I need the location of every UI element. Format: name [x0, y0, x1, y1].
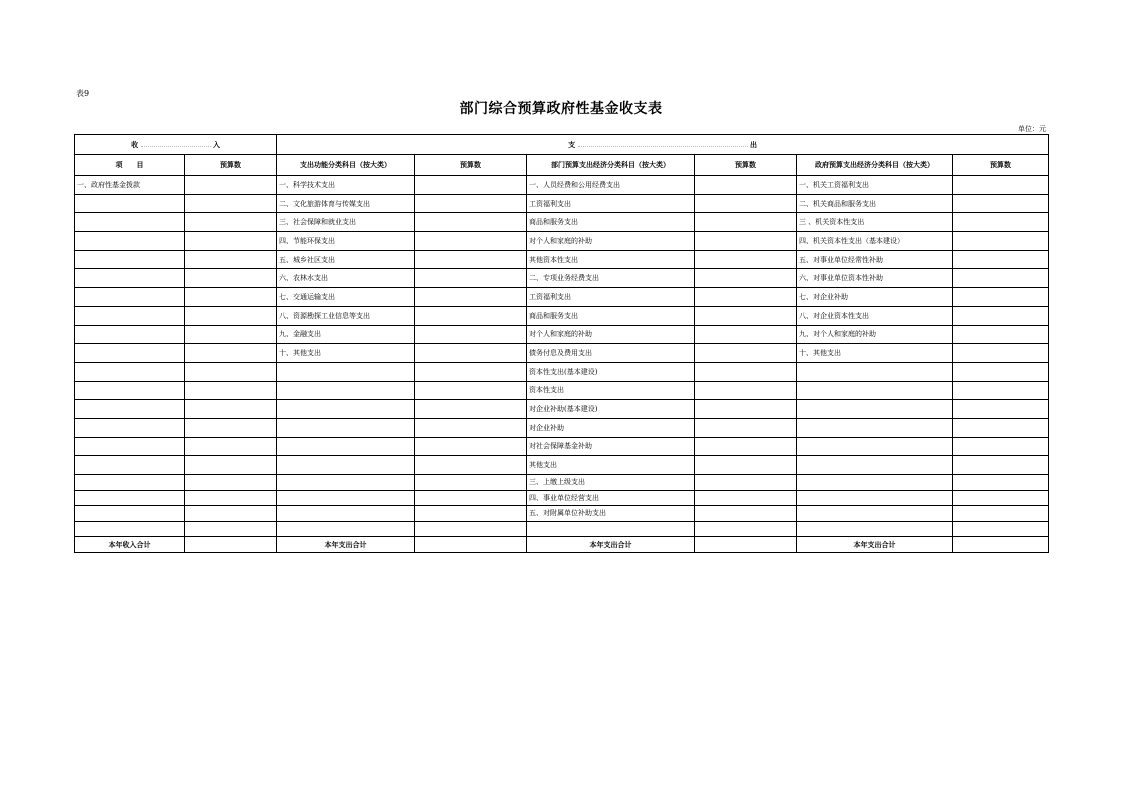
budget-cell	[695, 250, 797, 269]
budget-cell	[695, 506, 797, 522]
dept-econ-class-cell: 资本性支出	[527, 381, 695, 400]
item-cell: 一、政府性基金拨款	[75, 176, 185, 195]
col-header-budget: 预算数	[695, 155, 797, 176]
gov-econ-class-cell: 一、机关工资福利支出	[797, 176, 953, 195]
total-row	[75, 537, 1049, 553]
table-row	[75, 475, 1049, 491]
income-total-value	[185, 537, 277, 553]
func-class-cell	[277, 437, 415, 456]
budget-cell	[415, 418, 527, 437]
table-row	[75, 288, 1049, 307]
table-row	[75, 213, 1049, 232]
budget-cell	[695, 475, 797, 491]
table-row	[75, 325, 1049, 344]
budget-cell	[415, 269, 527, 288]
budget-cell	[415, 475, 527, 491]
dept-econ-class-cell	[527, 521, 695, 537]
func-class-cell: 八、资源勘探工业信息等支出	[277, 306, 415, 325]
func-class-cell: 四、节能环保支出	[277, 232, 415, 251]
dept-econ-class-cell: 资本性支出(基本建设)	[527, 362, 695, 381]
dept-econ-class-cell: 对企业补助	[527, 418, 695, 437]
func-class-cell: 九、金融支出	[277, 325, 415, 344]
table-row	[75, 176, 1049, 195]
func-class-cell	[277, 521, 415, 537]
income-group-header	[75, 135, 277, 155]
dept-econ-class-cell: 债务付息及费用支出	[527, 344, 695, 363]
budget-cell	[185, 232, 277, 251]
table-row	[75, 344, 1049, 363]
dept-econ-class-cell: 一、人员经费和公用经费支出	[527, 176, 695, 195]
budget-cell	[185, 400, 277, 419]
budget-cell	[185, 288, 277, 307]
budget-cell	[185, 521, 277, 537]
dept-econ-class-cell: 工资福利支出	[527, 288, 695, 307]
budget-cell	[415, 306, 527, 325]
table-row	[75, 456, 1049, 475]
func-class-cell: 六、农林水支出	[277, 269, 415, 288]
table-row	[75, 418, 1049, 437]
dept-econ-class-cell: 其他资本性支出	[527, 250, 695, 269]
budget-cell	[953, 250, 1049, 269]
unit-label: 单位：元	[1018, 125, 1046, 133]
func-class-cell: 三、社会保障和就业支出	[277, 213, 415, 232]
func-class-cell: 七、交通运输支出	[277, 288, 415, 307]
budget-cell	[415, 381, 527, 400]
budget-cell	[185, 418, 277, 437]
budget-cell	[953, 362, 1049, 381]
gov-econ-class-cell: 三 、机关资本性支出	[797, 213, 953, 232]
budget-cell	[953, 288, 1049, 307]
budget-cell	[953, 437, 1049, 456]
budget-cell	[415, 521, 527, 537]
gov-econ-class-cell: 十、其他支出	[797, 344, 953, 363]
budget-cell	[415, 325, 527, 344]
budget-cell	[953, 490, 1049, 506]
item-cell	[75, 418, 185, 437]
budget-cell	[695, 381, 797, 400]
dept-econ-class-cell: 对企业补助(基本建设)	[527, 400, 695, 419]
gov-econ-class-cell	[797, 400, 953, 419]
item-cell	[75, 475, 185, 491]
gov-econ-class-cell: 二、机关商品和服务支出	[797, 194, 953, 213]
budget-cell	[415, 400, 527, 419]
col-header-budget: 预算数	[953, 155, 1049, 176]
func-class-cell: 五、城乡社区支出	[277, 250, 415, 269]
budget-cell	[185, 506, 277, 522]
dept-econ-class-cell: 商品和服务支出	[527, 306, 695, 325]
budget-cell	[185, 194, 277, 213]
table-row	[75, 381, 1049, 400]
func-class-cell	[277, 475, 415, 491]
budget-cell	[185, 176, 277, 195]
budget-cell	[953, 269, 1049, 288]
item-cell	[75, 325, 185, 344]
func-class-cell	[277, 506, 415, 522]
budget-cell	[185, 269, 277, 288]
budget-cell	[953, 521, 1049, 537]
table-row	[75, 306, 1049, 325]
budget-cell	[695, 232, 797, 251]
dept-econ-class-cell: 对社会保障基金补助	[527, 437, 695, 456]
budget-cell	[695, 194, 797, 213]
gov-total-value	[953, 537, 1049, 553]
dept-econ-class-cell: 二、专项业务经费支出	[527, 269, 695, 288]
table-row	[75, 521, 1049, 537]
gov-econ-class-cell: 六、对事业单位资本性补助	[797, 269, 953, 288]
budget-cell	[415, 176, 527, 195]
dept-econ-class-cell: 工资福利支出	[527, 194, 695, 213]
table-row	[75, 400, 1049, 419]
gov-econ-class-cell: 八、对企业资本性支出	[797, 306, 953, 325]
table-row	[75, 194, 1049, 213]
budget-cell	[185, 437, 277, 456]
budget-cell	[695, 269, 797, 288]
dotted-spacer	[141, 146, 211, 147]
dept-econ-class-cell: 对个人和家庭的补助	[527, 232, 695, 251]
budget-cell	[953, 306, 1049, 325]
budget-cell	[415, 456, 527, 475]
func-class-cell	[277, 490, 415, 506]
budget-cell	[185, 362, 277, 381]
budget-cell	[695, 325, 797, 344]
budget-cell	[185, 490, 277, 506]
budget-cell	[953, 325, 1049, 344]
budget-cell	[415, 344, 527, 363]
table-row	[75, 232, 1049, 251]
item-cell	[75, 306, 185, 325]
budget-cell	[185, 306, 277, 325]
budget-cell	[695, 288, 797, 307]
item-cell	[75, 456, 185, 475]
item-cell	[75, 213, 185, 232]
budget-cell	[695, 437, 797, 456]
item-cell	[75, 194, 185, 213]
budget-cell	[953, 418, 1049, 437]
budget-cell	[185, 344, 277, 363]
gov-econ-class-cell	[797, 418, 953, 437]
budget-cell	[415, 506, 527, 522]
dept-econ-class-cell: 对个人和家庭的补助	[527, 325, 695, 344]
gov-econ-class-cell	[797, 506, 953, 522]
item-cell	[75, 400, 185, 419]
expense-group-header	[277, 135, 1049, 155]
gov-total-label: 本年支出合计	[797, 537, 953, 553]
budget-cell	[953, 344, 1049, 363]
budget-cell	[953, 194, 1049, 213]
dept-econ-class-cell: 五、对附属单位补助支出	[527, 506, 695, 522]
gov-econ-class-cell: 九、对个人和家庭的补助	[797, 325, 953, 344]
item-cell	[75, 437, 185, 456]
gov-econ-class-cell: 五、对事业单位经常性补助	[797, 250, 953, 269]
budget-cell	[695, 176, 797, 195]
func-class-cell: 一、科学技术支出	[277, 176, 415, 195]
budget-cell	[185, 456, 277, 475]
budget-cell	[695, 306, 797, 325]
dept-total-value	[695, 537, 797, 553]
budget-table	[74, 134, 1049, 553]
budget-cell	[953, 506, 1049, 522]
budget-cell	[415, 288, 527, 307]
budget-cell	[695, 490, 797, 506]
expense-group-label-a: 支	[568, 140, 576, 149]
budget-cell	[953, 456, 1049, 475]
budget-cell	[415, 213, 527, 232]
table-row	[75, 437, 1049, 456]
budget-cell	[415, 490, 527, 506]
expense-group-label-b: 出	[749, 140, 757, 149]
budget-cell	[185, 213, 277, 232]
item-cell	[75, 232, 185, 251]
table-row	[75, 250, 1049, 269]
col-header-gov-econ-class: 政府预算支出经济分类科目（按大类）	[797, 155, 953, 176]
func-class-cell: 十、其他支出	[277, 344, 415, 363]
income-total-label: 本年收入合计	[75, 537, 185, 553]
income-group-label-a: 收	[131, 140, 139, 149]
budget-cell	[695, 418, 797, 437]
budget-cell	[695, 362, 797, 381]
gov-econ-class-cell	[797, 475, 953, 491]
budget-cell	[415, 194, 527, 213]
income-group-label-b: 入	[212, 140, 220, 149]
item-cell	[75, 490, 185, 506]
budget-cell	[953, 400, 1049, 419]
item-cell	[75, 521, 185, 537]
dept-econ-class-cell: 四、事业单位经营支出	[527, 490, 695, 506]
func-total-label: 本年支出合计	[277, 537, 415, 553]
budget-cell	[185, 250, 277, 269]
item-cell	[75, 381, 185, 400]
col-header-budget: 预算数	[185, 155, 277, 176]
func-class-cell	[277, 400, 415, 419]
gov-econ-class-cell	[797, 521, 953, 537]
col-header-dept-econ-class: 部门预算支出经济分类科目（按大类）	[527, 155, 695, 176]
budget-cell	[953, 232, 1049, 251]
budget-cell	[185, 325, 277, 344]
col-header-item: 项 目	[75, 155, 185, 176]
column-header-row	[75, 155, 1049, 176]
gov-econ-class-cell	[797, 456, 953, 475]
dept-econ-class-cell: 商品和服务支出	[527, 213, 695, 232]
budget-cell	[953, 213, 1049, 232]
table-row	[75, 269, 1049, 288]
table-row	[75, 362, 1049, 381]
budget-cell	[953, 475, 1049, 491]
budget-cell	[185, 381, 277, 400]
item-cell	[75, 506, 185, 522]
gov-econ-class-cell	[797, 490, 953, 506]
budget-cell	[415, 362, 527, 381]
dept-total-label: 本年支出合计	[527, 537, 695, 553]
gov-econ-class-cell: 四、机关资本性支出（基本建设）	[797, 232, 953, 251]
item-cell	[75, 250, 185, 269]
budget-cell	[695, 400, 797, 419]
dept-econ-class-cell: 三、上缴上级支出	[527, 475, 695, 491]
func-total-value	[415, 537, 527, 553]
item-cell	[75, 288, 185, 307]
table-number: 表9	[76, 89, 90, 98]
table-row	[75, 490, 1049, 506]
gov-econ-class-cell	[797, 362, 953, 381]
item-cell	[75, 362, 185, 381]
budget-cell	[415, 437, 527, 456]
budget-cell	[185, 475, 277, 491]
col-header-budget: 预算数	[415, 155, 527, 176]
func-class-cell	[277, 418, 415, 437]
table-row	[75, 506, 1049, 522]
func-class-cell	[277, 381, 415, 400]
budget-cell	[415, 232, 527, 251]
budget-cell	[695, 456, 797, 475]
group-header-row	[75, 135, 1049, 155]
budget-cell	[953, 176, 1049, 195]
page-title: 部门综合预算政府性基金收支表	[459, 101, 663, 117]
func-class-cell	[277, 362, 415, 381]
col-header-func-class: 支出功能分类科目（按大类）	[277, 155, 415, 176]
func-class-cell	[277, 456, 415, 475]
dept-econ-class-cell: 其他支出	[527, 456, 695, 475]
item-cell	[75, 344, 185, 363]
dotted-spacer	[578, 146, 748, 147]
gov-econ-class-cell	[797, 437, 953, 456]
budget-cell	[695, 521, 797, 537]
gov-econ-class-cell: 七、对企业补助	[797, 288, 953, 307]
budget-cell	[695, 344, 797, 363]
func-class-cell: 二、文化旅游体育与传媒支出	[277, 194, 415, 213]
item-cell	[75, 269, 185, 288]
budget-cell	[415, 250, 527, 269]
budget-cell	[953, 381, 1049, 400]
gov-econ-class-cell	[797, 381, 953, 400]
budget-cell	[695, 213, 797, 232]
